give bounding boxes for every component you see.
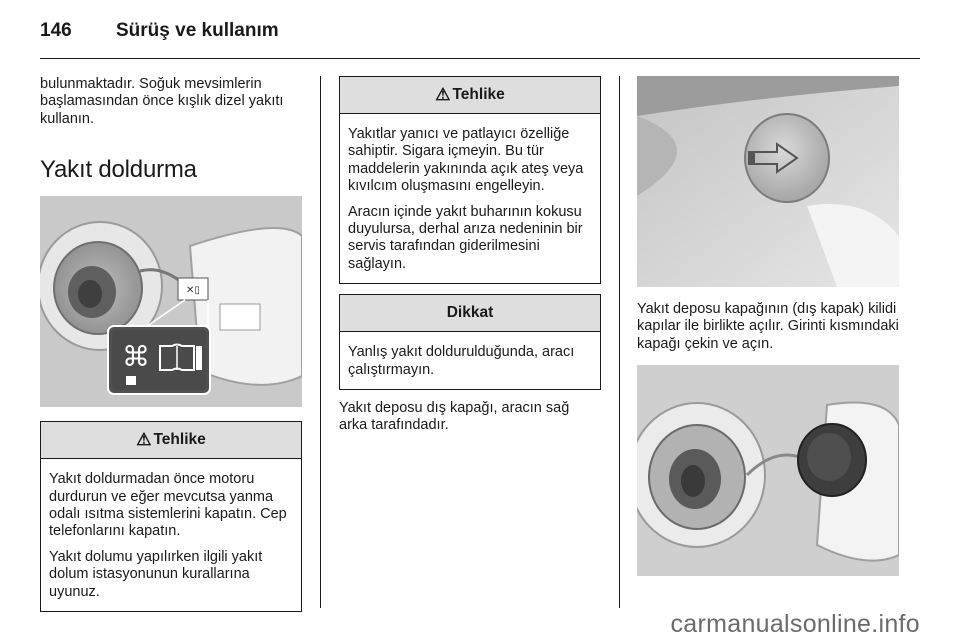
- chapter-title: Sürüş ve kullanım: [116, 20, 279, 41]
- danger-box-header: [41, 422, 301, 459]
- section-heading: Yakıt doldurma: [40, 156, 197, 184]
- intro-paragraph: bulunmaktadır. Soğuk mevsimlerin başlamasından önce kışlık dizel yakıtı kullanın.: [40, 76, 284, 127]
- column-3: [637, 76, 899, 576]
- danger-paragraph: Yakıt doldurmadan önce motoru durdurun ve eğer mevcutsa yanma odalı ısıtma sistemlerini kapatın. Cep telefonlarını kapatın.: [49, 471, 287, 540]
- danger-box: [339, 76, 601, 284]
- fuel-door-exterior-figure: [637, 76, 899, 287]
- svg-text:✕▯: ✕▯: [186, 285, 200, 297]
- danger-paragraph: Yakıt dolumu yapılırken ilgili yakıt dolum istasyonunun kurallarına uyunuz.: [49, 548, 263, 600]
- column-divider: [320, 76, 321, 608]
- page-number: 146: [40, 20, 72, 41]
- caution-box-header: [340, 295, 600, 332]
- danger-box-title: Tehlike: [153, 431, 206, 449]
- danger-box-title: Tehlike: [452, 86, 505, 103]
- warning-triangle-icon: ⚠: [136, 430, 152, 450]
- danger-paragraph: Aracın içinde yakıt buharının kokusu duyulursa, derhal arıza nedeninin bir servis tarafından giderilmesini sağlayın.: [348, 203, 583, 272]
- fuel-cap-open-figure: [637, 365, 899, 576]
- danger-paragraph: Yakıtlar yanıcı ve patlayıcı özelliğe sahiptir. Sigara içmeyin. Bu tür maddelerin yakınında açık ateş veya kıvılcım oluşmasını engelleyin.: [348, 126, 584, 195]
- column-1: [40, 76, 302, 612]
- danger-box: [40, 421, 302, 612]
- column-2: [339, 76, 601, 435]
- fuel-flap-label-figure: [40, 196, 302, 407]
- header-rule: [40, 58, 920, 59]
- caution-box: [339, 294, 601, 390]
- column-divider: [619, 76, 620, 608]
- body-paragraph: Yakıt deposu kapağının (dış kapak) kilidi kapılar ile birlikte açılır. Girinti kısmındaki kapağı çekin ve açın.: [637, 301, 899, 352]
- body-paragraph: Yakıt deposu dış kapağı, aracın sağ arka tarafındadır.: [339, 400, 570, 434]
- page-header: [40, 20, 279, 50]
- warning-triangle-icon: ⚠: [435, 85, 451, 104]
- svg-text:⌘: ⌘: [122, 340, 150, 374]
- caution-box-title: Dikkat: [446, 304, 494, 322]
- watermark: carmanualsonline.info: [670, 610, 920, 638]
- caution-paragraph: Yanlış yakıt doldurulduğunda, aracı çalıştırmayın.: [348, 344, 575, 378]
- danger-box-header: [340, 77, 600, 114]
